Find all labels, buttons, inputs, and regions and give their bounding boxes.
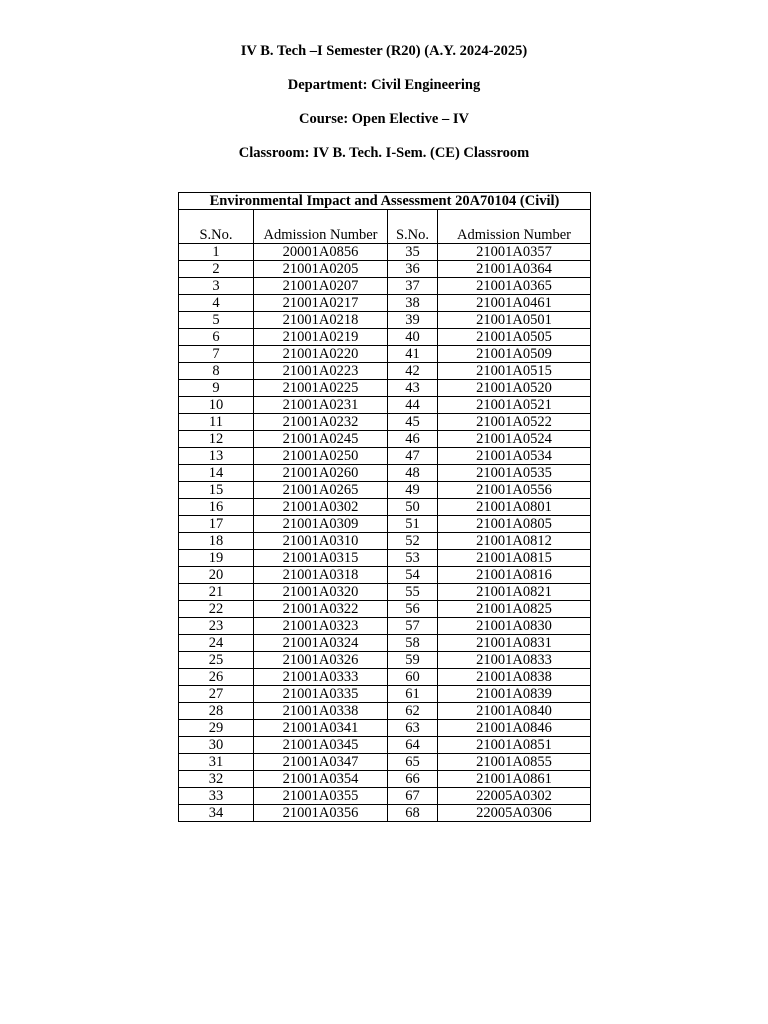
column-header-sno: S.No. — [179, 210, 254, 244]
cell-admission-number: 21001A0318 — [254, 567, 388, 584]
cell-sno: 48 — [388, 465, 438, 482]
table-row — [179, 397, 591, 414]
cell-admission-number: 20001A0856 — [254, 244, 388, 261]
cell-sno: 60 — [388, 669, 438, 686]
cell-sno: 58 — [388, 635, 438, 652]
cell-sno: 49 — [388, 482, 438, 499]
cell-admission-number: 21001A0505 — [438, 329, 591, 346]
cell-admission-number: 21001A0219 — [254, 329, 388, 346]
cell-sno: 4 — [179, 295, 254, 312]
cell-admission-number: 21001A0335 — [254, 686, 388, 703]
table-row — [179, 533, 591, 550]
cell-admission-number: 21001A0207 — [254, 278, 388, 295]
table-row — [179, 550, 591, 567]
cell-admission-number: 21001A0855 — [438, 754, 591, 771]
cell-admission-number: 21001A0365 — [438, 278, 591, 295]
cell-sno: 57 — [388, 618, 438, 635]
cell-admission-number: 21001A0831 — [438, 635, 591, 652]
table-row — [179, 771, 591, 788]
cell-sno: 13 — [179, 448, 254, 465]
table-title-row — [179, 193, 591, 210]
cell-sno: 30 — [179, 737, 254, 754]
cell-sno: 8 — [179, 363, 254, 380]
cell-sno: 7 — [179, 346, 254, 363]
column-header-sno: S.No. — [388, 210, 438, 244]
cell-admission-number: 21001A0341 — [254, 720, 388, 737]
cell-admission-number: 21001A0851 — [438, 737, 591, 754]
cell-sno: 5 — [179, 312, 254, 329]
cell-admission-number: 21001A0250 — [254, 448, 388, 465]
cell-admission-number: 21001A0260 — [254, 465, 388, 482]
cell-sno: 62 — [388, 703, 438, 720]
cell-admission-number: 21001A0840 — [438, 703, 591, 720]
cell-admission-number: 21001A0324 — [254, 635, 388, 652]
cell-admission-number: 21001A0801 — [438, 499, 591, 516]
cell-sno: 18 — [179, 533, 254, 550]
table-row — [179, 703, 591, 720]
cell-admission-number: 21001A0326 — [254, 652, 388, 669]
table-row — [179, 312, 591, 329]
cell-sno: 31 — [179, 754, 254, 771]
table-row — [179, 380, 591, 397]
cell-admission-number: 21001A0322 — [254, 601, 388, 618]
cell-sno: 55 — [388, 584, 438, 601]
classroom-heading: Classroom: IV B. Tech. I-Sem. (CE) Classroom — [238, 145, 530, 161]
cell-sno: 65 — [388, 754, 438, 771]
cell-admission-number: 21001A0345 — [254, 737, 388, 754]
cell-sno: 51 — [388, 516, 438, 533]
table-row — [179, 431, 591, 448]
cell-admission-number: 21001A0515 — [438, 363, 591, 380]
table-row — [179, 754, 591, 771]
cell-admission-number: 21001A0520 — [438, 380, 591, 397]
cell-admission-number: 21001A0357 — [438, 244, 591, 261]
cell-admission-number: 21001A0556 — [438, 482, 591, 499]
cell-sno: 35 — [388, 244, 438, 261]
cell-admission-number: 21001A0355 — [254, 788, 388, 805]
cell-admission-number: 21001A0231 — [254, 397, 388, 414]
column-header-admission-number: Admission Number — [254, 210, 388, 244]
cell-admission-number: 21001A0501 — [438, 312, 591, 329]
cell-admission-number: 21001A0524 — [438, 431, 591, 448]
cell-sno: 36 — [388, 261, 438, 278]
cell-sno: 9 — [179, 380, 254, 397]
cell-sno: 12 — [179, 431, 254, 448]
cell-sno: 45 — [388, 414, 438, 431]
cell-admission-number: 21001A0232 — [254, 414, 388, 431]
cell-sno: 38 — [388, 295, 438, 312]
cell-sno: 59 — [388, 652, 438, 669]
cell-admission-number: 21001A0815 — [438, 550, 591, 567]
cell-sno: 3 — [179, 278, 254, 295]
table-row — [179, 329, 591, 346]
cell-sno: 53 — [388, 550, 438, 567]
cell-sno: 23 — [179, 618, 254, 635]
cell-sno: 20 — [179, 567, 254, 584]
cell-admission-number: 21001A0323 — [254, 618, 388, 635]
cell-sno: 29 — [179, 720, 254, 737]
cell-sno: 10 — [179, 397, 254, 414]
cell-admission-number: 21001A0220 — [254, 346, 388, 363]
cell-sno: 63 — [388, 720, 438, 737]
table-row — [179, 465, 591, 482]
cell-admission-number: 21001A0522 — [438, 414, 591, 431]
cell-admission-number: 21001A0347 — [254, 754, 388, 771]
cell-sno: 17 — [179, 516, 254, 533]
cell-admission-number: 22005A0306 — [438, 805, 591, 822]
cell-sno: 27 — [179, 686, 254, 703]
cell-admission-number: 21001A0821 — [438, 584, 591, 601]
cell-sno: 34 — [179, 805, 254, 822]
table-row — [179, 295, 591, 312]
cell-sno: 46 — [388, 431, 438, 448]
cell-admission-number: 21001A0364 — [438, 261, 591, 278]
cell-admission-number: 21001A0225 — [254, 380, 388, 397]
cell-admission-number: 21001A0265 — [254, 482, 388, 499]
department-heading: Department: Civil Engineering — [287, 77, 481, 93]
cell-admission-number: 21001A0838 — [438, 669, 591, 686]
cell-sno: 39 — [388, 312, 438, 329]
cell-admission-number: 21001A0509 — [438, 346, 591, 363]
cell-sno: 22 — [179, 601, 254, 618]
table-row — [179, 499, 591, 516]
table-row — [179, 244, 591, 261]
cell-sno: 50 — [388, 499, 438, 516]
cell-admission-number: 21001A0816 — [438, 567, 591, 584]
cell-sno: 28 — [179, 703, 254, 720]
cell-sno: 14 — [179, 465, 254, 482]
cell-sno: 37 — [388, 278, 438, 295]
cell-sno: 56 — [388, 601, 438, 618]
cell-sno: 64 — [388, 737, 438, 754]
table-row — [179, 720, 591, 737]
table-row — [179, 669, 591, 686]
cell-sno: 42 — [388, 363, 438, 380]
cell-admission-number: 21001A0861 — [438, 771, 591, 788]
semester-heading: IV B. Tech –I Semester (R20) (A.Y. 2024-2025) — [240, 43, 528, 59]
course-heading: Course: Open Elective – IV — [299, 111, 469, 127]
cell-sno: 47 — [388, 448, 438, 465]
table-title: Environmental Impact and Assessment 20A70104 (Civil) — [179, 193, 591, 210]
cell-sno: 16 — [179, 499, 254, 516]
table-row — [179, 788, 591, 805]
cell-sno: 41 — [388, 346, 438, 363]
table-row — [179, 805, 591, 822]
cell-sno: 52 — [388, 533, 438, 550]
cell-sno: 1 — [179, 244, 254, 261]
cell-admission-number: 21001A0309 — [254, 516, 388, 533]
cell-sno: 26 — [179, 669, 254, 686]
cell-admission-number: 21001A0217 — [254, 295, 388, 312]
table-row — [179, 261, 591, 278]
table-row — [179, 278, 591, 295]
cell-admission-number: 21001A0205 — [254, 261, 388, 278]
cell-admission-number: 21001A0354 — [254, 771, 388, 788]
cell-admission-number: 21001A0310 — [254, 533, 388, 550]
table-body — [179, 244, 591, 822]
cell-admission-number: 21001A0839 — [438, 686, 591, 703]
cell-admission-number: 21001A0534 — [438, 448, 591, 465]
cell-admission-number: 21001A0830 — [438, 618, 591, 635]
cell-sno: 2 — [179, 261, 254, 278]
cell-sno: 44 — [388, 397, 438, 414]
table-row — [179, 414, 591, 431]
cell-admission-number: 21001A0333 — [254, 669, 388, 686]
cell-admission-number: 21001A0223 — [254, 363, 388, 380]
cell-admission-number: 21001A0812 — [438, 533, 591, 550]
table-row — [179, 618, 591, 635]
cell-sno: 15 — [179, 482, 254, 499]
table-row — [179, 363, 591, 380]
table-row — [179, 567, 591, 584]
cell-sno: 54 — [388, 567, 438, 584]
cell-sno: 40 — [388, 329, 438, 346]
cell-admission-number: 21001A0315 — [254, 550, 388, 567]
cell-sno: 32 — [179, 771, 254, 788]
table-row — [179, 516, 591, 533]
student-roll-table — [178, 192, 591, 822]
cell-admission-number: 21001A0356 — [254, 805, 388, 822]
cell-admission-number: 22005A0302 — [438, 788, 591, 805]
table-row — [179, 652, 591, 669]
cell-sno: 43 — [388, 380, 438, 397]
table-row — [179, 686, 591, 703]
cell-admission-number: 21001A0805 — [438, 516, 591, 533]
cell-sno: 24 — [179, 635, 254, 652]
cell-sno: 68 — [388, 805, 438, 822]
table-row — [179, 737, 591, 754]
cell-admission-number: 21001A0521 — [438, 397, 591, 414]
cell-admission-number: 21001A0320 — [254, 584, 388, 601]
cell-sno: 19 — [179, 550, 254, 567]
cell-admission-number: 21001A0825 — [438, 601, 591, 618]
cell-admission-number: 21001A0245 — [254, 431, 388, 448]
column-header-admission-number: Admission Number — [438, 210, 591, 244]
table-row — [179, 448, 591, 465]
cell-sno: 66 — [388, 771, 438, 788]
cell-admission-number: 21001A0833 — [438, 652, 591, 669]
cell-admission-number: 21001A0218 — [254, 312, 388, 329]
cell-sno: 67 — [388, 788, 438, 805]
cell-admission-number: 21001A0338 — [254, 703, 388, 720]
cell-sno: 21 — [179, 584, 254, 601]
table-row — [179, 482, 591, 499]
cell-admission-number: 21001A0535 — [438, 465, 591, 482]
cell-admission-number: 21001A0846 — [438, 720, 591, 737]
table-row — [179, 601, 591, 618]
cell-sno: 33 — [179, 788, 254, 805]
cell-sno: 6 — [179, 329, 254, 346]
cell-sno: 61 — [388, 686, 438, 703]
table-header-row — [179, 210, 591, 244]
table-row — [179, 346, 591, 363]
cell-sno: 25 — [179, 652, 254, 669]
cell-sno: 11 — [179, 414, 254, 431]
cell-admission-number: 21001A0461 — [438, 295, 591, 312]
cell-admission-number: 21001A0302 — [254, 499, 388, 516]
table-row — [179, 635, 591, 652]
table-row — [179, 584, 591, 601]
